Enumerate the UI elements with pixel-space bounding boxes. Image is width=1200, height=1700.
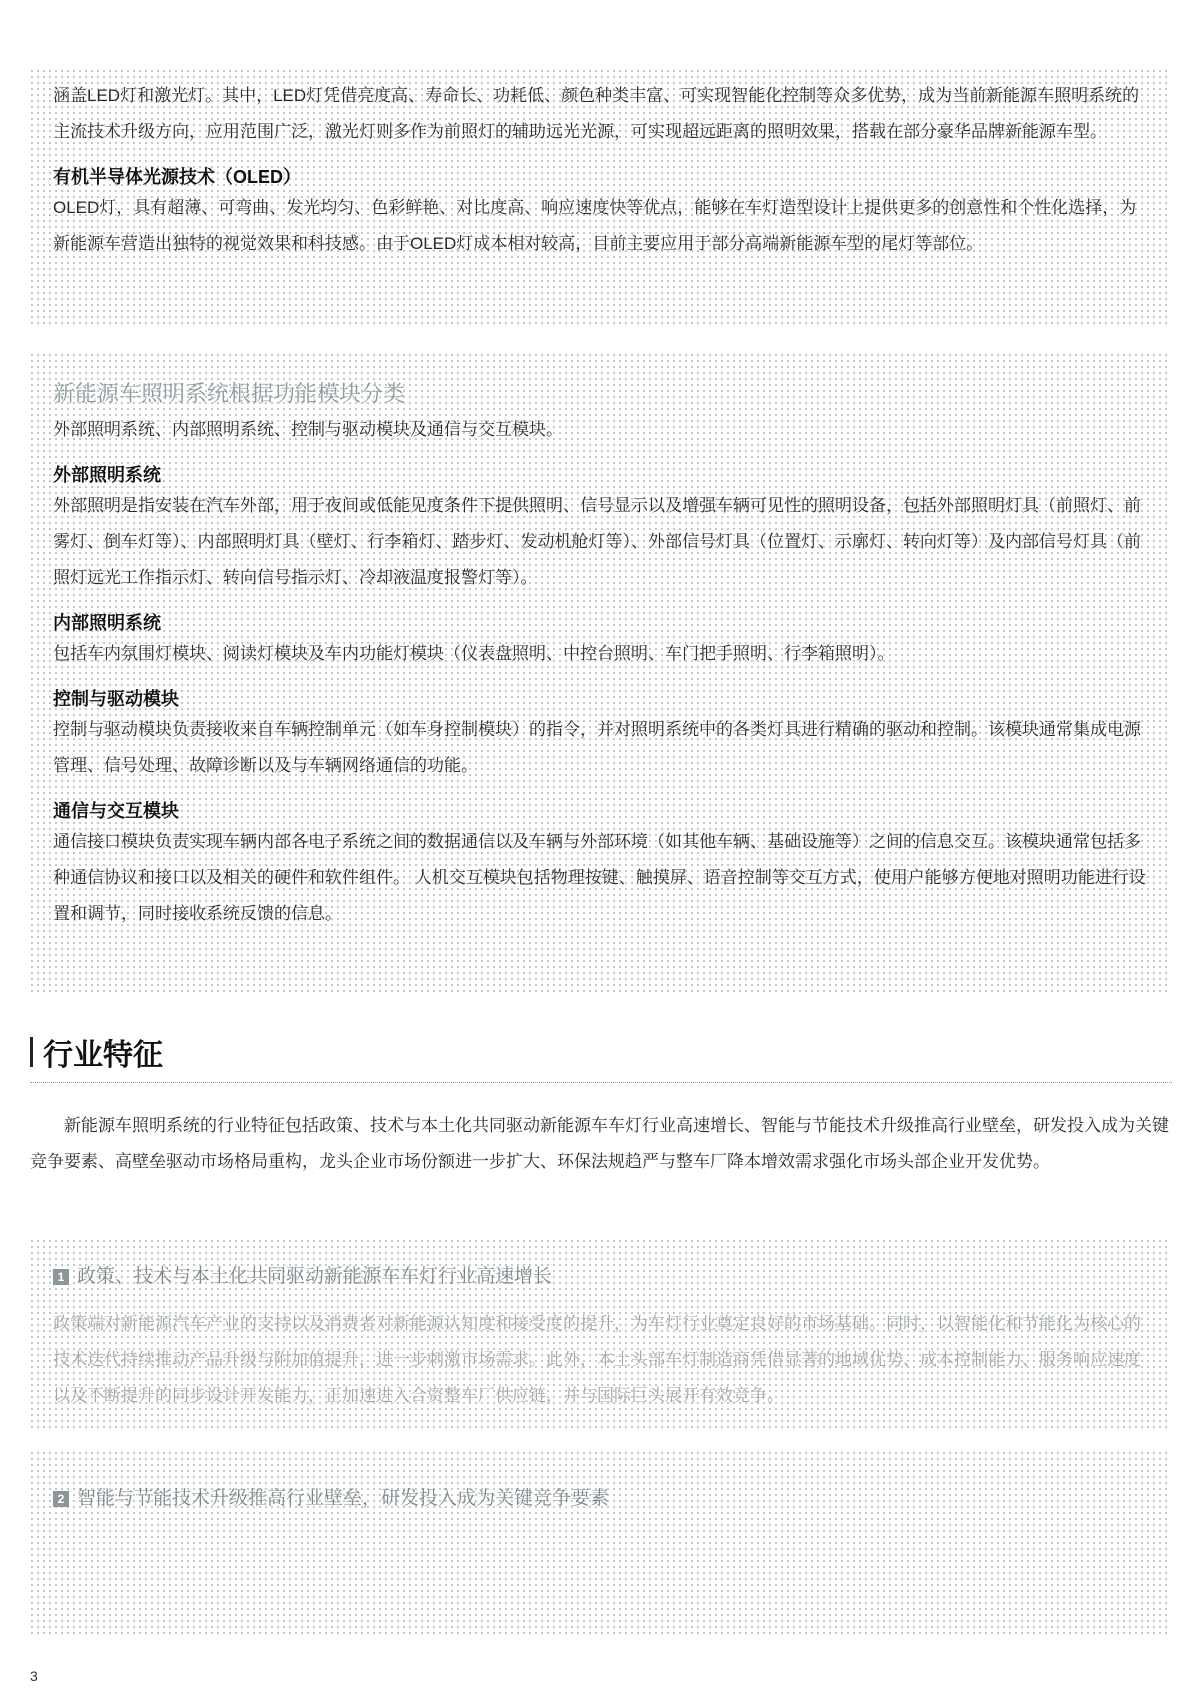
heading-accent-bar [30,1037,33,1067]
function-module-summary: 外部照明系统、内部照明系统、控制与驱动模块及通信与交互模块。 [53,420,563,439]
feature-item-2-title [53,1484,1147,1514]
feature-item-1-title-text: 政策、技术与本土化共同驱动新能源车车灯行业高速增长 [77,1266,553,1287]
lighting-tech-box [29,68,1171,326]
oled-paragraph: OLED灯，具有超薄、可弯曲、发光均匀、色彩鲜艳、对比度高、响应速度快等优点，能够在车灯造型设计上提供更多的创意性和个性化选择，为新能源车营造出独特的视觉效果和科技感。由于OLED灯成本相对较高，目前主要应用于部分高端新能源车型的尾灯等部位。 [53,198,1137,253]
interior-lighting-text: 包括车内氛围灯模块、阅读灯模块及车内功能灯模块（仪表盘照明、中控台照明、车门把手照明、行李箱照明）。 [53,644,895,663]
section-divider [30,1082,1172,1083]
function-module-title: 新能源车照明系统根据功能模块分类 [53,381,406,406]
communication-text: 通信接口模块负责实现车辆内部各电子系统之间的数据通信以及车辆与外部环境（如其他车辆、基础设施等）之间的信息交互。该模块通常包括多种通信协议和接口以及相关的硬件和软件组件。 人机交互模块包括物理按键、触摸屏、语音控制等交互方式，使用户能够方便地对照明功能进行设置和调节，同时接收系统反馈的信息。 [53,832,1146,923]
control-drive-heading: 控制与驱动模块 [53,689,179,709]
oled-subheading: 有机半导体光源技术（OLED） [53,167,301,187]
section-title-text: 行业特征 [43,1039,163,1072]
interior-lighting-heading: 内部照明系统 [53,613,161,633]
section-title [30,1030,163,1074]
feature-item-1-title [53,1262,1147,1292]
feature-item-1 [29,1238,1171,1428]
feature-item-2 [29,1450,1171,1638]
feature-number-badge: 1 [53,1269,69,1285]
feature-item-1-text: 政策端对新能源汽车产业的支持以及消费者对新能源认知度和接受度的提升，为车灯行业奠定良好的市场基础。同时，以智能化和节能化为核心的技术迭代持续推动产品升级与附加值提升，进一步刺激市场需求。此外，本土头部车灯制造商凭借显著的地域优势、成本控制能力、服务响应速度以及不断提升的同步设计开发能力，正加速进入合资整车厂供应链，并与国际巨头展开有效竞争。 [53,1314,1141,1405]
exterior-lighting-heading: 外部照明系统 [53,465,161,485]
communication-heading: 通信与交互模块 [53,801,179,821]
page-number: 3 [30,1668,38,1684]
feature-item-2-title-text: 智能与节能技术升级推高行业壁垒，研发投入成为关键竞争要素 [77,1488,610,1509]
control-drive-text: 控制与驱动模块负责接收来自车辆控制单元（如车身控制模块）的指令，并对照明系统中的各类灯具进行精确的驱动和控制。该模块通常集成电源管理、信号处理、故障诊断以及与车辆网络通信的功能。 [53,720,1141,775]
function-module-box [29,352,1171,992]
industry-intro-paragraph: 新能源车照明系统的行业特征包括政策、技术与本土化共同驱动新能源车车灯行业高速增长、智能与节能技术升级推高行业壁垒，研发投入成为关键竞争要素、高壁垒驱动市场格局重构，龙头企业市场份额进一步扩大、环保法规趋严与整车厂降本增效需求强化市场头部企业开发优势。 [30,1116,1169,1171]
exterior-lighting-text: 外部照明是指安装在汽车外部，用于夜间或低能见度条件下提供照明、信号显示以及增强车辆可见性的照明设备，包括外部照明灯具（前照灯、前雾灯、倒车灯等）、内部照明灯具（壁灯、行李箱灯、踏步灯、发动机舱灯等）、外部信号灯具（位置灯、示廓灯、转向灯等）及内部信号灯具（前照灯远光工作指示灯、转向信号指示灯、冷却液温度报警灯等）。 [53,496,1141,587]
feature-number-badge: 2 [53,1491,69,1507]
led-laser-paragraph: 涵盖LED灯和激光灯。其中，LED灯凭借亮度高、寿命长、功耗低、颜色种类丰富、可实现智能化控制等众多优势，成为当前新能源车照明系统的主流技术升级方向，应用范围广泛，激光灯则多作为前照灯的辅助远光光源，可实现超远距离的照明效果，搭载在部分豪华品牌新能源车型。 [53,86,1140,141]
